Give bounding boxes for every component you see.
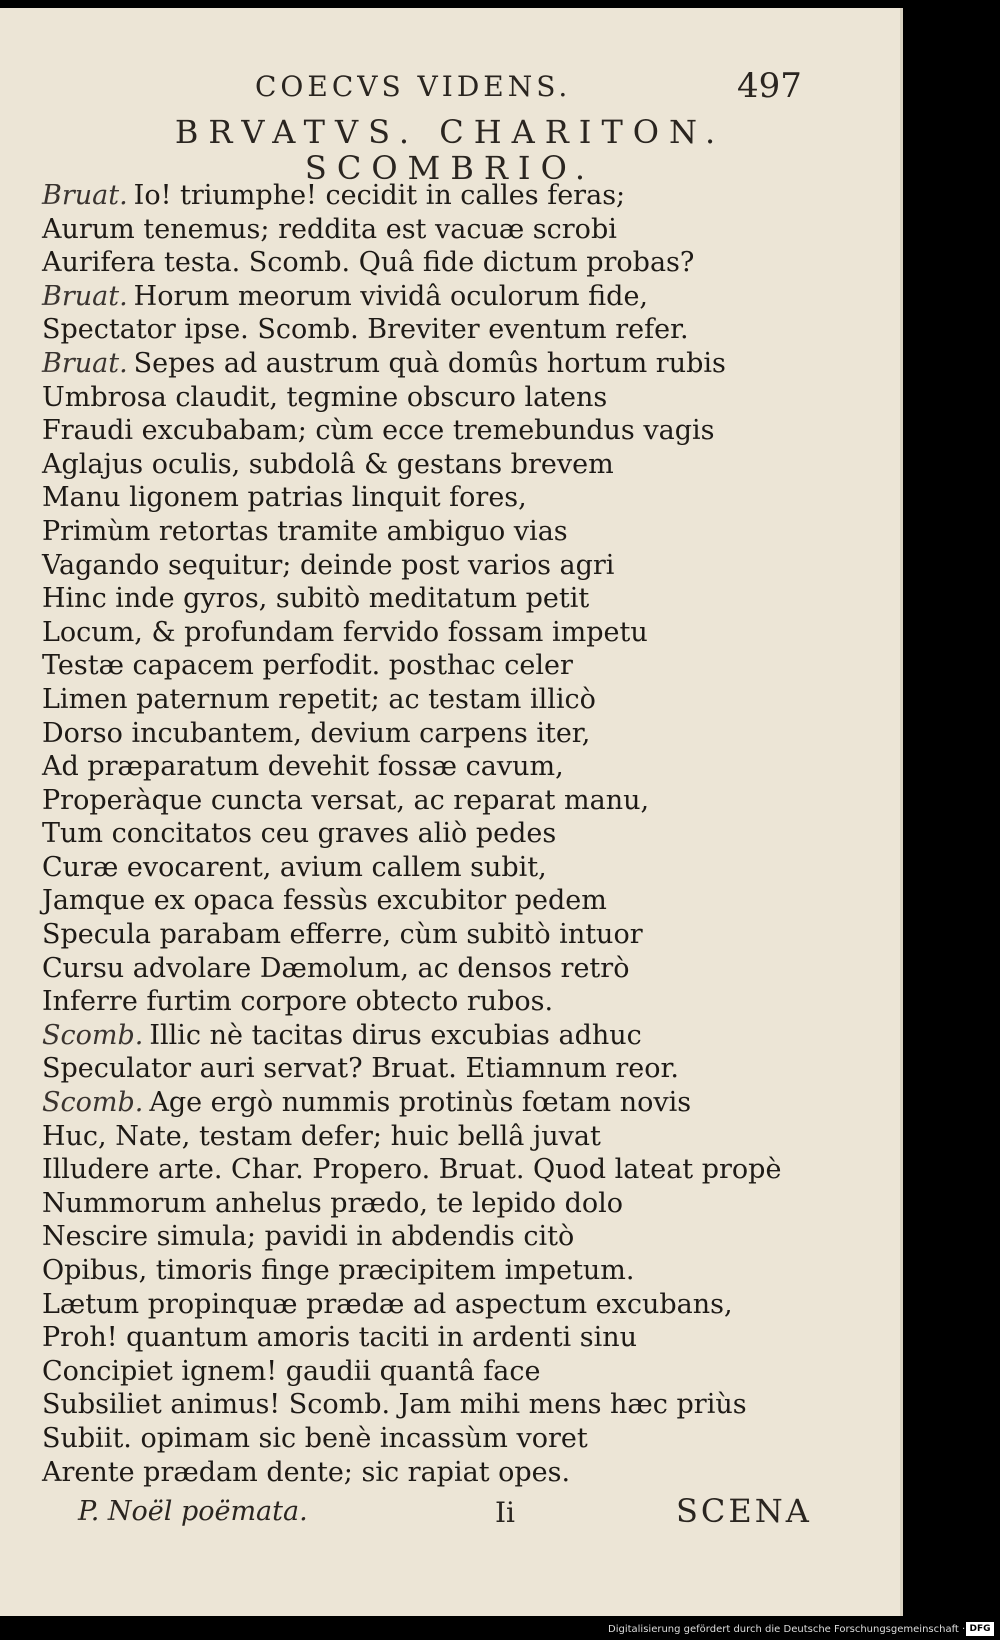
speaker-label: Bruat. [42,347,128,379]
verse-text-span: Curæ evocarent, avium callem subit, [42,851,547,883]
speaker-label: Scomb. [42,1087,144,1119]
verse-text-span: Hinc inde gyros, subitò meditatum petit [42,583,590,615]
verse-text-span: Lætum propinquæ prædæ ad aspectum excubans, [42,1288,733,1320]
verse-text-span: Io! triumphe! cecidit in calles feras; [133,180,626,211]
verse-text-span: Nescire simula; pavidi in abdendis citò [42,1221,575,1253]
verse-line [42,1422,812,1456]
verse-text-span: Spectator ipse. Scomb. Breviter eventum refer. [42,314,689,346]
verse-line [42,313,812,347]
page-footer [0,1492,900,1540]
verse-text-span: Illudere arte. Char. Propero. Bruat. Quod lateat propè [42,1154,782,1186]
verse-text-span: Dorso incubantem, devium carpens iter, [42,717,591,749]
verse-text-span: Primùm retortas tramite ambiguo vias [42,515,568,547]
verse-text-span: Arente prædam dente; sic rapiat opes. [42,1456,571,1488]
speakers-line-2: SCOMBRIO. [304,149,596,187]
verse-text-span: Speculator auri servat? Bruat. Etiamnum reor. [42,1053,679,1085]
verse-text-span: Inferre furtim corpore obtecto rubos. [42,986,554,1018]
speaker-label: Bruat. [42,180,128,211]
verse-text-span: Aurifera testa. Scomb. Quâ fide dictum probas? [42,247,695,279]
verse-text-span: Age ergò nummis protinùs fœtam novis [149,1087,692,1119]
book-page [0,8,903,1616]
verse-text-span: Locum, & profundam fervido fossam impetu [42,616,648,648]
signature-mark: Ii [495,1496,516,1529]
verse-text-span: Huc, Nate, testam defer; huic bellâ juvat [42,1120,601,1152]
verse-text-span: Cursu advolare Dæmolum, ac densos retrò [42,952,630,984]
scene-speakers [0,114,900,186]
verse-line [42,347,812,381]
verse-line [42,1355,812,1389]
verse-line [42,549,812,583]
verse-line [42,649,812,683]
verse-text-span: Ad præparatum devehit fossæ cavum, [42,751,564,783]
verse-line [42,717,812,751]
digitization-credit: Digitalisierung gefördert durch die Deutsche Forschungsgemeinschaft · [608,1624,966,1635]
verse-text-span: Illic nè tacitas dirus excubias adhuc [149,1019,642,1051]
verse-line [42,1254,812,1288]
verse-text-span: Specula parabam efferre, cùm subitò intuor [42,919,643,951]
verse-text-span: Jamque ex opaca fessùs excubitor pedem [42,885,607,917]
verse-text-span: Subsiliet animus! Scomb. Jam mihi mens hæc priùs [42,1389,747,1421]
verse-line [42,1019,812,1053]
verse-line [42,179,812,213]
verse-line [42,851,812,885]
verse-line [42,582,812,616]
verse-line [42,1120,812,1154]
verse-text-span: Nummorum anhelus prædo, te lepido dolo [42,1187,624,1219]
verse-text-span: Proh! quantum amoris taciti in ardenti sinu [42,1322,638,1354]
verse-line [42,1456,812,1490]
verse-text-span: Horum meorum vividâ oculorum fide, [133,280,649,312]
verse-line [42,1086,812,1120]
verse-line [42,1388,812,1422]
verse-line [42,280,812,314]
verse-text-span: Limen paternum repetit; ac testam illicò [42,683,596,715]
catchword: SCENA [676,1492,812,1530]
verse-text [42,179,812,1489]
running-title: COECVS VIDENS. [255,70,572,103]
verse-line [42,381,812,415]
verse-line [42,246,812,280]
speakers-line-1: BRVATVS. CHARITON. [174,113,726,151]
speaker-label: Scomb. [42,1019,144,1051]
verse-line [42,884,812,918]
verse-text-span: Opibus, timoris finge præcipitem impetum. [42,1255,635,1286]
footer-title: P. Noël poëmata. [78,1496,308,1527]
verse-line [42,515,812,549]
verse-text-span: Vagando sequitur; deinde post varios agri [42,549,615,581]
verse-line [42,1187,812,1221]
verse-text-span: Umbrosa claudit, tegmine obscuro latens [42,381,608,413]
running-head [0,66,900,110]
verse-line [42,1321,812,1355]
verse-line [42,817,812,851]
verse-text-span: Properàque cuncta versat, ac reparat manu, [42,784,650,816]
verse-line [42,448,812,482]
page-number: 497 [737,66,802,106]
verse-line [42,1153,812,1187]
verse-line [42,1220,812,1254]
verse-line [42,750,812,784]
verse-text-span: Subiit. opimam sic benè incassùm voret [42,1422,588,1454]
verse-line [42,616,812,650]
verse-text-span: Aurum tenemus; reddita est vacuæ scrobi [42,213,617,245]
verse-line [42,952,812,986]
verse-line [42,213,812,247]
dfg-logo: DFG [966,1622,994,1636]
verse-line [42,481,812,515]
verse-line [42,683,812,717]
verse-line [42,1288,812,1322]
verse-text-span: Testæ capacem perfodit. posthac celer [42,650,573,682]
verse-text-span: Fraudi excubabam; cùm ecce tremebundus vagis [42,415,715,447]
verse-text-span: Manu ligonem patrias linquit fores, [42,482,527,514]
verse-text-span: Concipiet ignem! gaudii quantâ face [42,1355,541,1387]
verse-line [42,414,812,448]
verse-line [42,1052,812,1086]
verse-line [42,985,812,1019]
speaker-label: Bruat. [42,280,128,312]
verse-line [42,918,812,952]
verse-text-span: Sepes ad austrum quà domûs hortum rubis [133,347,726,379]
verse-text-span: Tum concitatos ceu graves aliò pedes [42,818,557,850]
verse-text-span: Aglajus oculis, subdolâ & gestans brevem [42,448,614,480]
verse-line [42,784,812,818]
